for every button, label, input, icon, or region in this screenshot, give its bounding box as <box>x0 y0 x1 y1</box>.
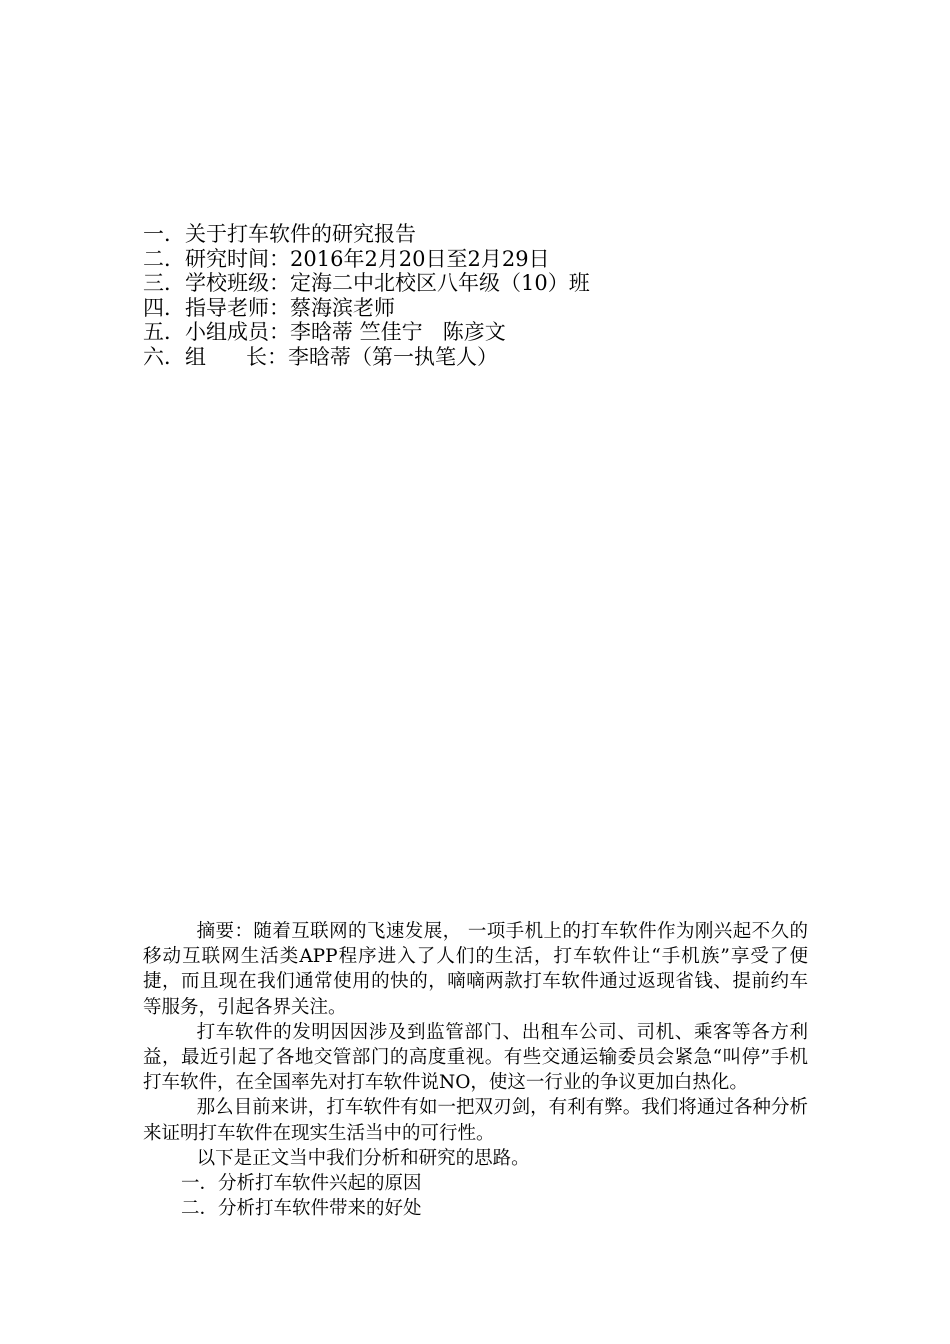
abstract-paragraph-4: 以下是正文当中我们分析和研究的思路。 <box>196 1147 530 1169</box>
abstract-paragraph-3: 那么目前来讲，打车软件有如一把双刃剑，有利有弊。我们将通过各种分析来证明打车软件在现实生活当中的可行性。 <box>143 1097 808 1144</box>
outline-item-1: 一．分析打车软件兴起的原因 <box>181 1173 422 1195</box>
outline-item-2: 二．分析打车软件带来的好处 <box>181 1198 422 1220</box>
abstract-section <box>143 919 808 1221</box>
cover-item-title: 一．关于打车软件的研究报告 <box>143 222 416 246</box>
cover-item-members: 五．小组成员：李晗蒂 竺佳宁 陈彦文 <box>143 320 506 344</box>
cover-item-school-class: 三．学校班级：定海二中北校区八年级（10）班 <box>143 271 590 295</box>
cover-item-research-time: 二．研究时间：2016年2月20日至2月29日 <box>143 246 550 271</box>
cover-info-list <box>143 222 763 369</box>
cover-item-leader: 六．组 长：李晗蒂（第一执笔人） <box>143 344 499 369</box>
abstract-paragraph-1: 摘要：随着互联网的飞速发展， 一项手机上的打车软件作为刚兴起不久的移动互联网生活类APP程序进入了人们的生活，打车软件让“手机族”享受了便捷，而且现在我们通常使用的快的，嘀嘀两款打车软件通过返现省钱、提前约车等服务，引起各界关注。 <box>143 921 808 1018</box>
cover-item-advisor: 四．指导老师：蔡海滨老师 <box>143 295 395 320</box>
abstract-paragraph-2: 打车软件的发明因因涉及到监管部门、出租车公司、司机、乘客等各方利益，最近引起了各地交管部门的高度重视。有些交通运输委员会紧急“叫停”手机打车软件，在全国率先对打车软件说NO，使这一行业的争议更加白热化。 <box>143 1021 808 1094</box>
